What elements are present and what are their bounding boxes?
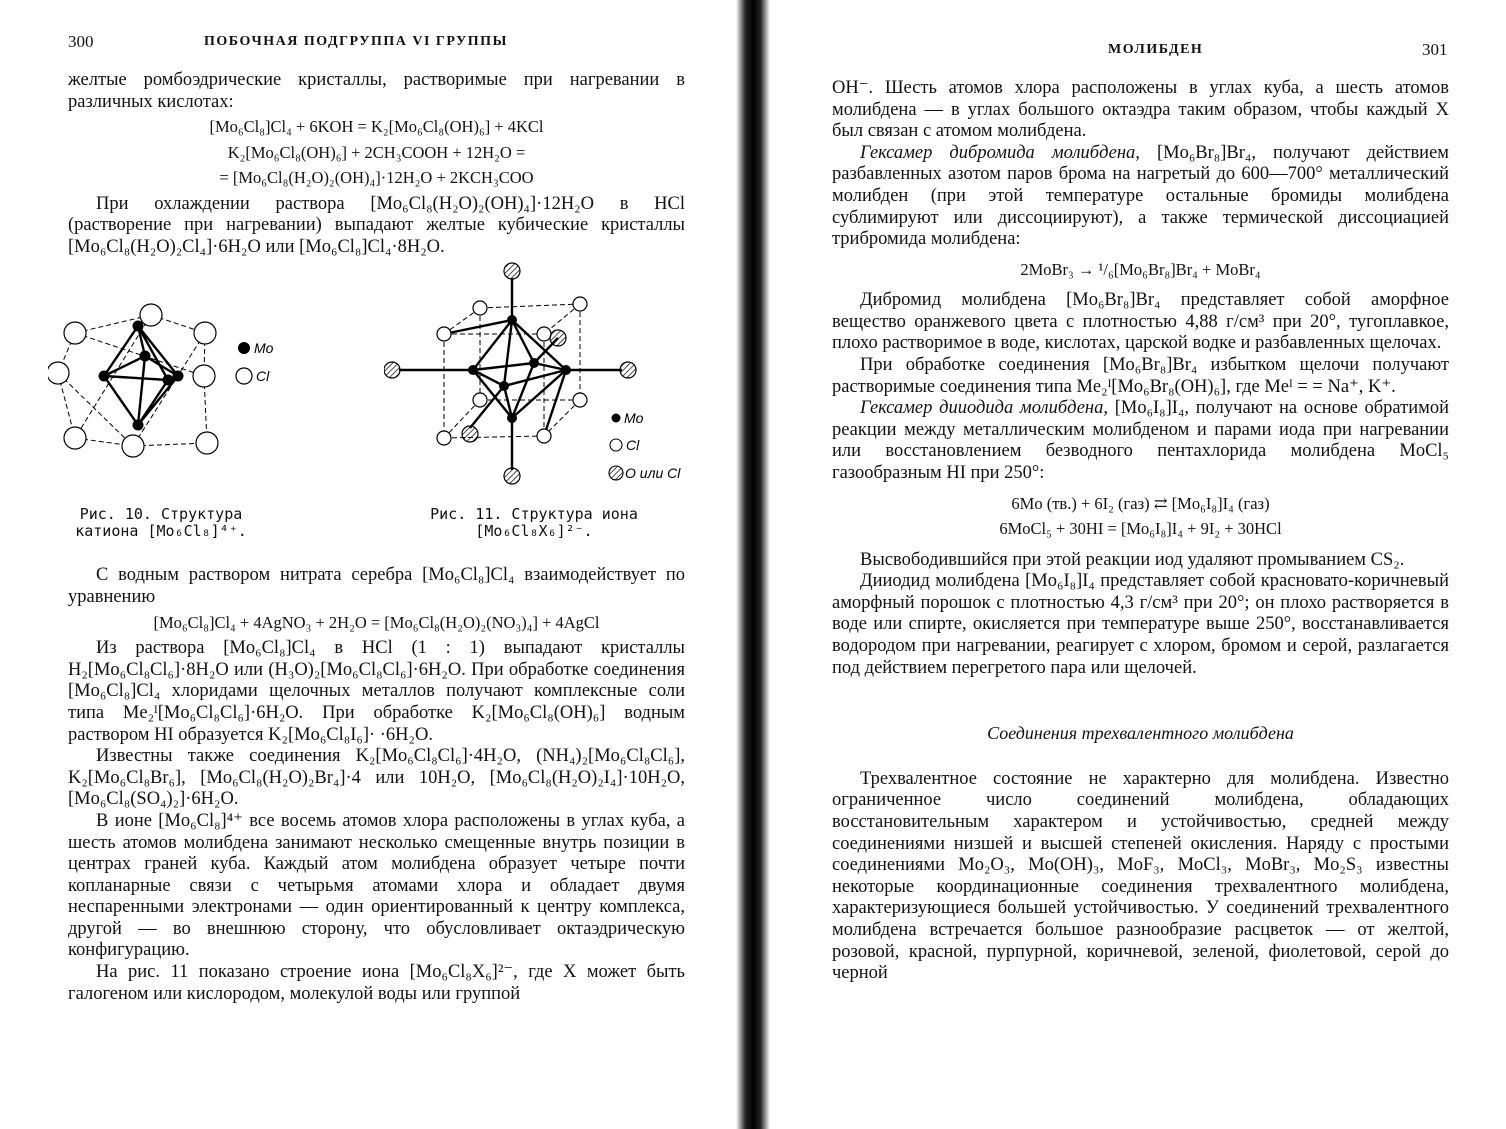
paragraph: Из раствора [Mo₆Cl₈]Cl₄ в HCl (1 : 1) выпадают кристаллы H₂[Mo₆Cl₈Cl₆]·8H₂O или (H₃O)₂[Mo₆Cl₈Cl₆]·6H₂O. При обработке соединения [Mo₆Cl₈]Cl₄ хлоридами щелочных металлов получают комплексные соли типа Me₂ᴵ[Mo₆Cl₈Cl₆]·6H₂O. При обработке K₂[Mo₆Cl₈(OH)₆] водным раствором HI образуется K₂[Mo₆Cl₈I₆]· ·6H₂O. <box>68 638 685 745</box>
equation-line: 6Mo (тв.) + 6I₂ (газ) ⇄ [Mo₆I₈]I₄ (газ) <box>1011 493 1270 513</box>
legend-mo-label: Mo <box>624 410 644 427</box>
equation-line: [Mo₆Cl₈]Cl₄ + 6KOH = K₂[Mo₆Cl₈(OH)₆] + 4KCl <box>209 117 544 137</box>
figure-10-caption: Рис. 10. Структура катиона [Mo₆Cl₈]⁴⁺. <box>75 505 247 541</box>
running-title-right: МОЛИБДЕН <box>1108 42 1204 57</box>
left-page <box>0 0 736 1129</box>
paragraph: желтые ромбоэдрические кристаллы, растворимые при нагревании в различных кислотах: <box>68 70 685 112</box>
paragraph: При обработке соединения [Mo₆Br₈]Br₄ избытком щелочи получают растворимые соединения типа Me₂ᴵ[Mo₆Br₈(OH)₆], где Meᴵ = = Na⁺, K⁺. <box>832 355 1449 397</box>
section-title: Соединения трехвалентного молибдена <box>987 723 1294 744</box>
paragraph: На рис. 11 показано строение иона [Mo₆Cl₈X₆]²⁻, где X может быть галогеном или кислородом, молекулой воды или группой <box>68 962 685 1004</box>
paragraph: Дииодид молибдена [Mo₆I₈]I₄ представляет собой красновато-коричневый аморфный порошок с плотностью 4,3 г/см³ при 20°; он плохо растворяется в воде или спирте, окисляется при температуре выше 250°, восстанавливается водородом при нагревании, реагирует с хлором, бромом и серой, разлагается под действием перегретого пара или щелочей. <box>832 571 1449 678</box>
paragraph: При охлаждении раствора [Mo₆Cl₈(H₂O)₂(OH)₄]·12H₂O в HCl (растворение при нагревании) выпадают желтые кубические кристаллы [Mo₆Cl₈(H₂O)₂Cl₄]·6H₂O или [Mo₆Cl₈]Cl₄·8H₂O. <box>68 193 685 257</box>
equation: 2MoBr₃ → ¹/₆[Mo₆Br₈]Br₄ + MoBr₄ <box>1020 259 1261 279</box>
legend-mo-label: Mo <box>254 340 274 357</box>
paragraph: С водным раствором нитрата серебра [Mo₆Cl₈]Cl₄ взаимодействует по уравнению <box>68 565 685 608</box>
paragraph: Трехвалентное состояние не характерно для молибдена. Известно ограниченное число соединений молибдена, обладающих восстановительным характером и устойчивостью, средней между соединениями низшей и высшей степеней окисления. Наряду с простыми соединениями Mo₂O₃, Mo(OH)₃, MoF₃, MoCl₃, MoBr₃, Mo₂S₃ известны некоторые координационные соединения трехвалентного молибдена, характеризующиеся большей устойчивостью. У соединений трехвалентного молибдена встречается большое разнообразие расцветок — от желтой, розовой, красной, пурпурной, коричневой, зеленой, фиолетовой, серой до черной <box>832 768 1449 984</box>
left-column <box>68 70 685 1005</box>
paragraph-text: [Mo₆I₈]I₄, получают на основе обратимой реакции между металлическим молибденом и парами иода при нагревании или восстановлением безводного пентахлорида молибдена MoCl₅ газообразным HI при 250°: <box>832 398 1449 483</box>
right-page <box>770 0 1506 1129</box>
book-spine <box>736 0 770 1129</box>
paragraph: OH⁻. Шесть атомов хлора расположены в углах куба, а шесть атомов молибдена — в углах большого октаэдра таким образом, чтобы каждый X был связан с атомом молибдена. <box>832 78 1449 142</box>
equation-line: = [Mo₆Cl₈(H₂O)₂(OH)₄]·12H₂O + 2KCH₃COO <box>219 168 534 188</box>
page-number-right: 301 <box>1422 40 1448 59</box>
equation-line: 6MoCl₅ + 30HI = [Mo₆I₈]I₄ + 9I₂ + 30HCl <box>999 519 1282 539</box>
paragraph: Известны также соединения K₂[Mo₆Cl₈Cl₆]·4H₂O, (NH₄)₂[Mo₆Cl₈Cl₆], K₂[Mo₆Cl₈Br₆], [Mo₆Cl₈(H₂O)₂Br₄]·4 или 10H₂O, [Mo₆Cl₈(H₂O)₂I₄]·10H₂O, [Mo₆Cl₈(SO₄)₂]·6H₂O. <box>68 746 685 810</box>
legend-cl-label: Cl <box>626 437 640 454</box>
paragraph-text: [Mo₆Br₈]Br₄, получают действием разбавленных азотом паров брома на нагретый до 600—700° металлический молибден (при этой температуре остальные бромиды молибдена сублимируют или диссоциируют), а также термической диссоциацией трибромида молибдена: <box>832 142 1449 250</box>
left-header <box>68 28 736 70</box>
equation <box>68 114 685 191</box>
legend-o-or-cl-label: O или Cl <box>625 465 681 482</box>
right-column <box>832 78 1449 985</box>
figure-10-diagram <box>48 288 308 483</box>
paragraph <box>832 143 1449 251</box>
paragraph: В ионе [Mo₆Cl₈]⁴⁺ все восемь атомов хлора расположены в углах куба, а шесть атомов молибдена занимают несколько смещенные внутрь позиции в центрах граней куба. Каждый атом молибдена образует четыре почти копланарные связи с четырьмя атомами хлора и обладает двумя неспаренными электронами — один ориентированный к центру комплекса, другой — во внешнюю сторону, что обусловливает октаэдрическую конфигурацию. <box>68 810 685 961</box>
equation-line: K₂[Mo₆Cl₈(OH)₆] + 2CH₃COOH + 12H₂O = <box>227 142 526 162</box>
figure-11-caption: Рис. 11. Структура иона [Mo₆Cl₈X₆]²⁻. <box>430 505 638 541</box>
italic-term: Гексамер дииодида молибдена, <box>860 398 1108 419</box>
figure-11-diagram <box>384 258 684 508</box>
figures <box>68 258 685 563</box>
equation: [Mo₆Cl₈]Cl₄ + 4AgNO₃ + 2H₂O = [Mo₆Cl₈(H₂O)₂(NO₃)₄] + 4AgCl <box>153 612 600 632</box>
paragraph: Высвободившийся при этой реакции иод удаляют промыванием CS₂. <box>860 549 1405 570</box>
equation <box>832 491 1449 542</box>
running-title-left: ПОБОЧНАЯ ПОДГРУППА VI ГРУППЫ <box>204 34 508 49</box>
paragraph: Дибромид молибдена [Mo₆Br₈]Br₄ представляет собой аморфное вещество оранжевого цвета с плотностью 4,88 г/см³ при 20°, тугоплавкое, плохо растворимое в воде, кислотах, царской водке и разбавленных щелочах. <box>832 290 1449 354</box>
legend-cl-label: Cl <box>256 368 270 385</box>
page-number-left: 300 <box>68 32 94 51</box>
right-header <box>832 36 1506 78</box>
paragraph <box>832 398 1449 484</box>
italic-term: Гексамер дибромида молибдена, <box>860 142 1140 163</box>
